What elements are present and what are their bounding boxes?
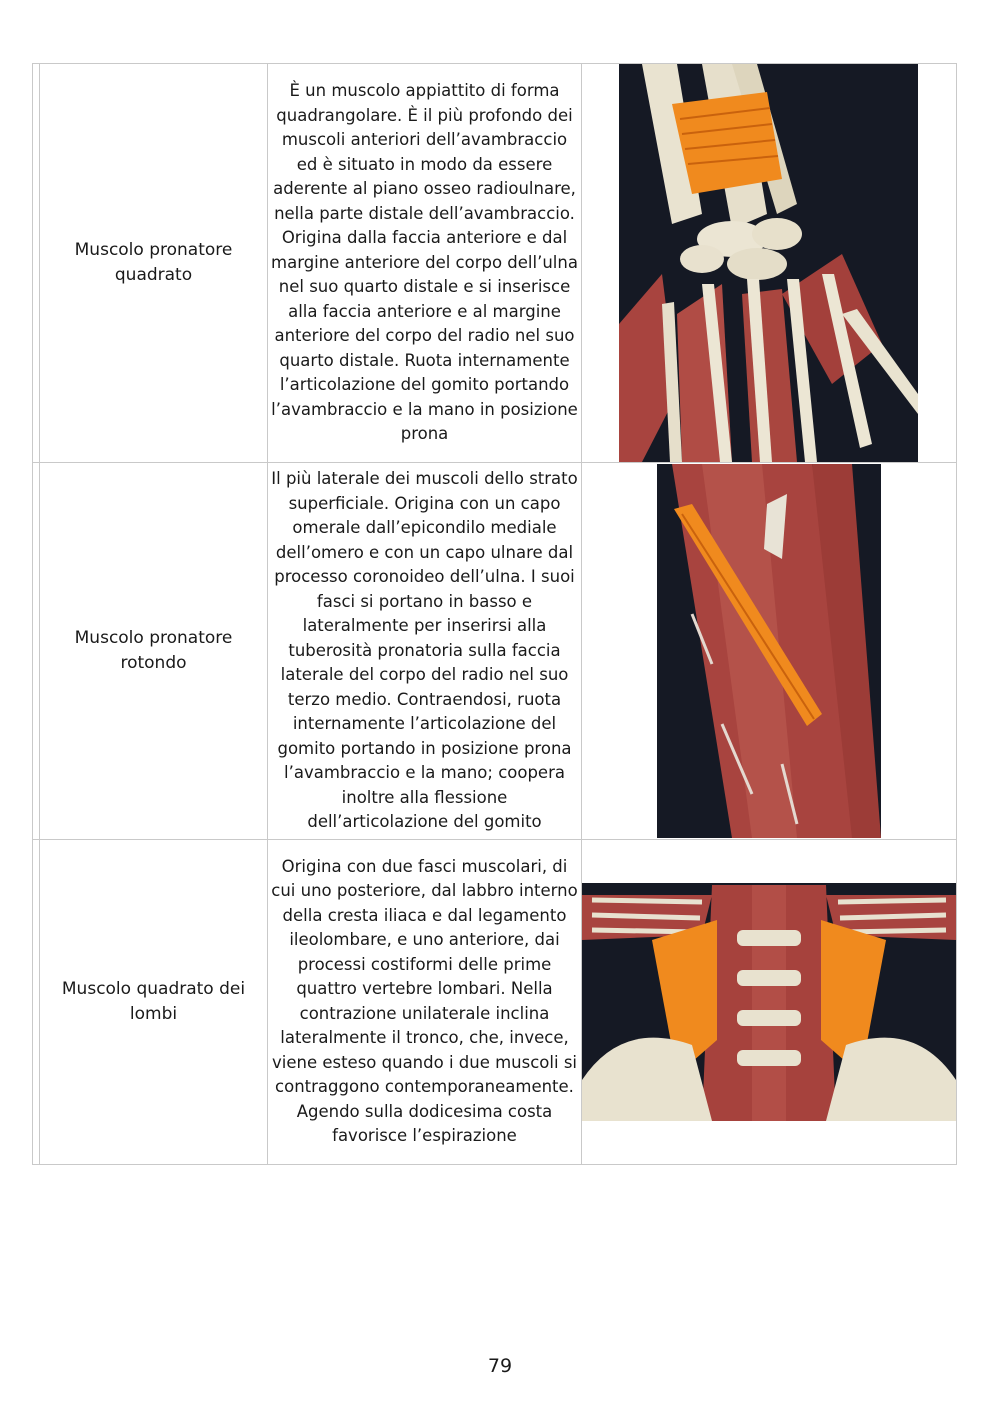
muscle-description-cell (268, 463, 582, 840)
muscle-name-cell (40, 463, 268, 840)
lumbar-spine-anatomy-icon (582, 840, 956, 1164)
muscle-name: Muscolo quadrato dei lombi (61, 978, 246, 1024)
muscle-image-cell (582, 463, 957, 840)
page-number: 79 (487, 1355, 513, 1377)
muscle-description-cell (268, 64, 582, 463)
forearm-muscles-anatomy-icon (582, 464, 956, 838)
muscle-image-cell (582, 839, 957, 1164)
muscle-name-cell (40, 839, 268, 1164)
muscle-name: Muscolo pronatore quadrato (74, 240, 233, 285)
table-row (33, 839, 957, 1164)
row-margin-cell (33, 64, 40, 463)
muscle-description: Il più laterale dei muscoli dello strato superficiale. Origina con un capo omerale dall’epicondilo mediale dell’omero e con un capo ulnare dal processo coronoideo dell’ulna. I suoi fasci si portano in basso e lateralmente per inserirsi alla tuberosità pronatoria sulla faccia laterale del corpo del radio nel suo terzo medio. Contraendosi, ruota internamente l’articolazione del gomito portando in posizione prona l’avambraccio e la mano; coopera inoltre alla flessione dell’articolazione del gomito (271, 469, 578, 831)
row-margin-cell (33, 839, 40, 1164)
muscle-image-cell (582, 64, 957, 463)
muscle-description-cell (268, 839, 582, 1164)
muscle-description: Origina con due fasci muscolari, di cui uno posteriore, dal labbro interno della cresta iliaca e dal legamento ileolombare, e uno anteriore, dai processi costiformi delle prime quattro vertebre lombari. Nella contrazione unilaterale inclina lateralmente il tronco, che, invece, viene esteso quando i due muscoli si contraggono contemporaneamente. Agendo sulla dodicesima costa favorisce l’espirazione (271, 856, 578, 1145)
table-row (33, 64, 957, 463)
hand-forearm-anatomy-icon (582, 64, 956, 462)
muscle-name: Muscolo pronatore rotondo (74, 627, 233, 673)
table-row (33, 463, 957, 840)
muscle-name-cell (40, 64, 268, 463)
muscle-table (32, 63, 957, 1165)
muscle-description: È un muscolo appiattito di forma quadrangolare. È il più profondo dei muscoli anteriori dell’avambraccio ed è situato in modo da essere aderente al piano osseo radioulnare, nella parte distale dell’avambraccio. Origina dalla faccia anteriore e dal margine anteriore del corpo dell’ulna nel suo quarto distale e si inserisce alla faccia anteriore e al margine anteriore del corpo del radio nel suo quarto distale. Ruota internamente l’articolazione del gomito portando l’avambraccio e la mano in posizione prona (271, 81, 578, 444)
row-margin-cell (33, 463, 40, 840)
